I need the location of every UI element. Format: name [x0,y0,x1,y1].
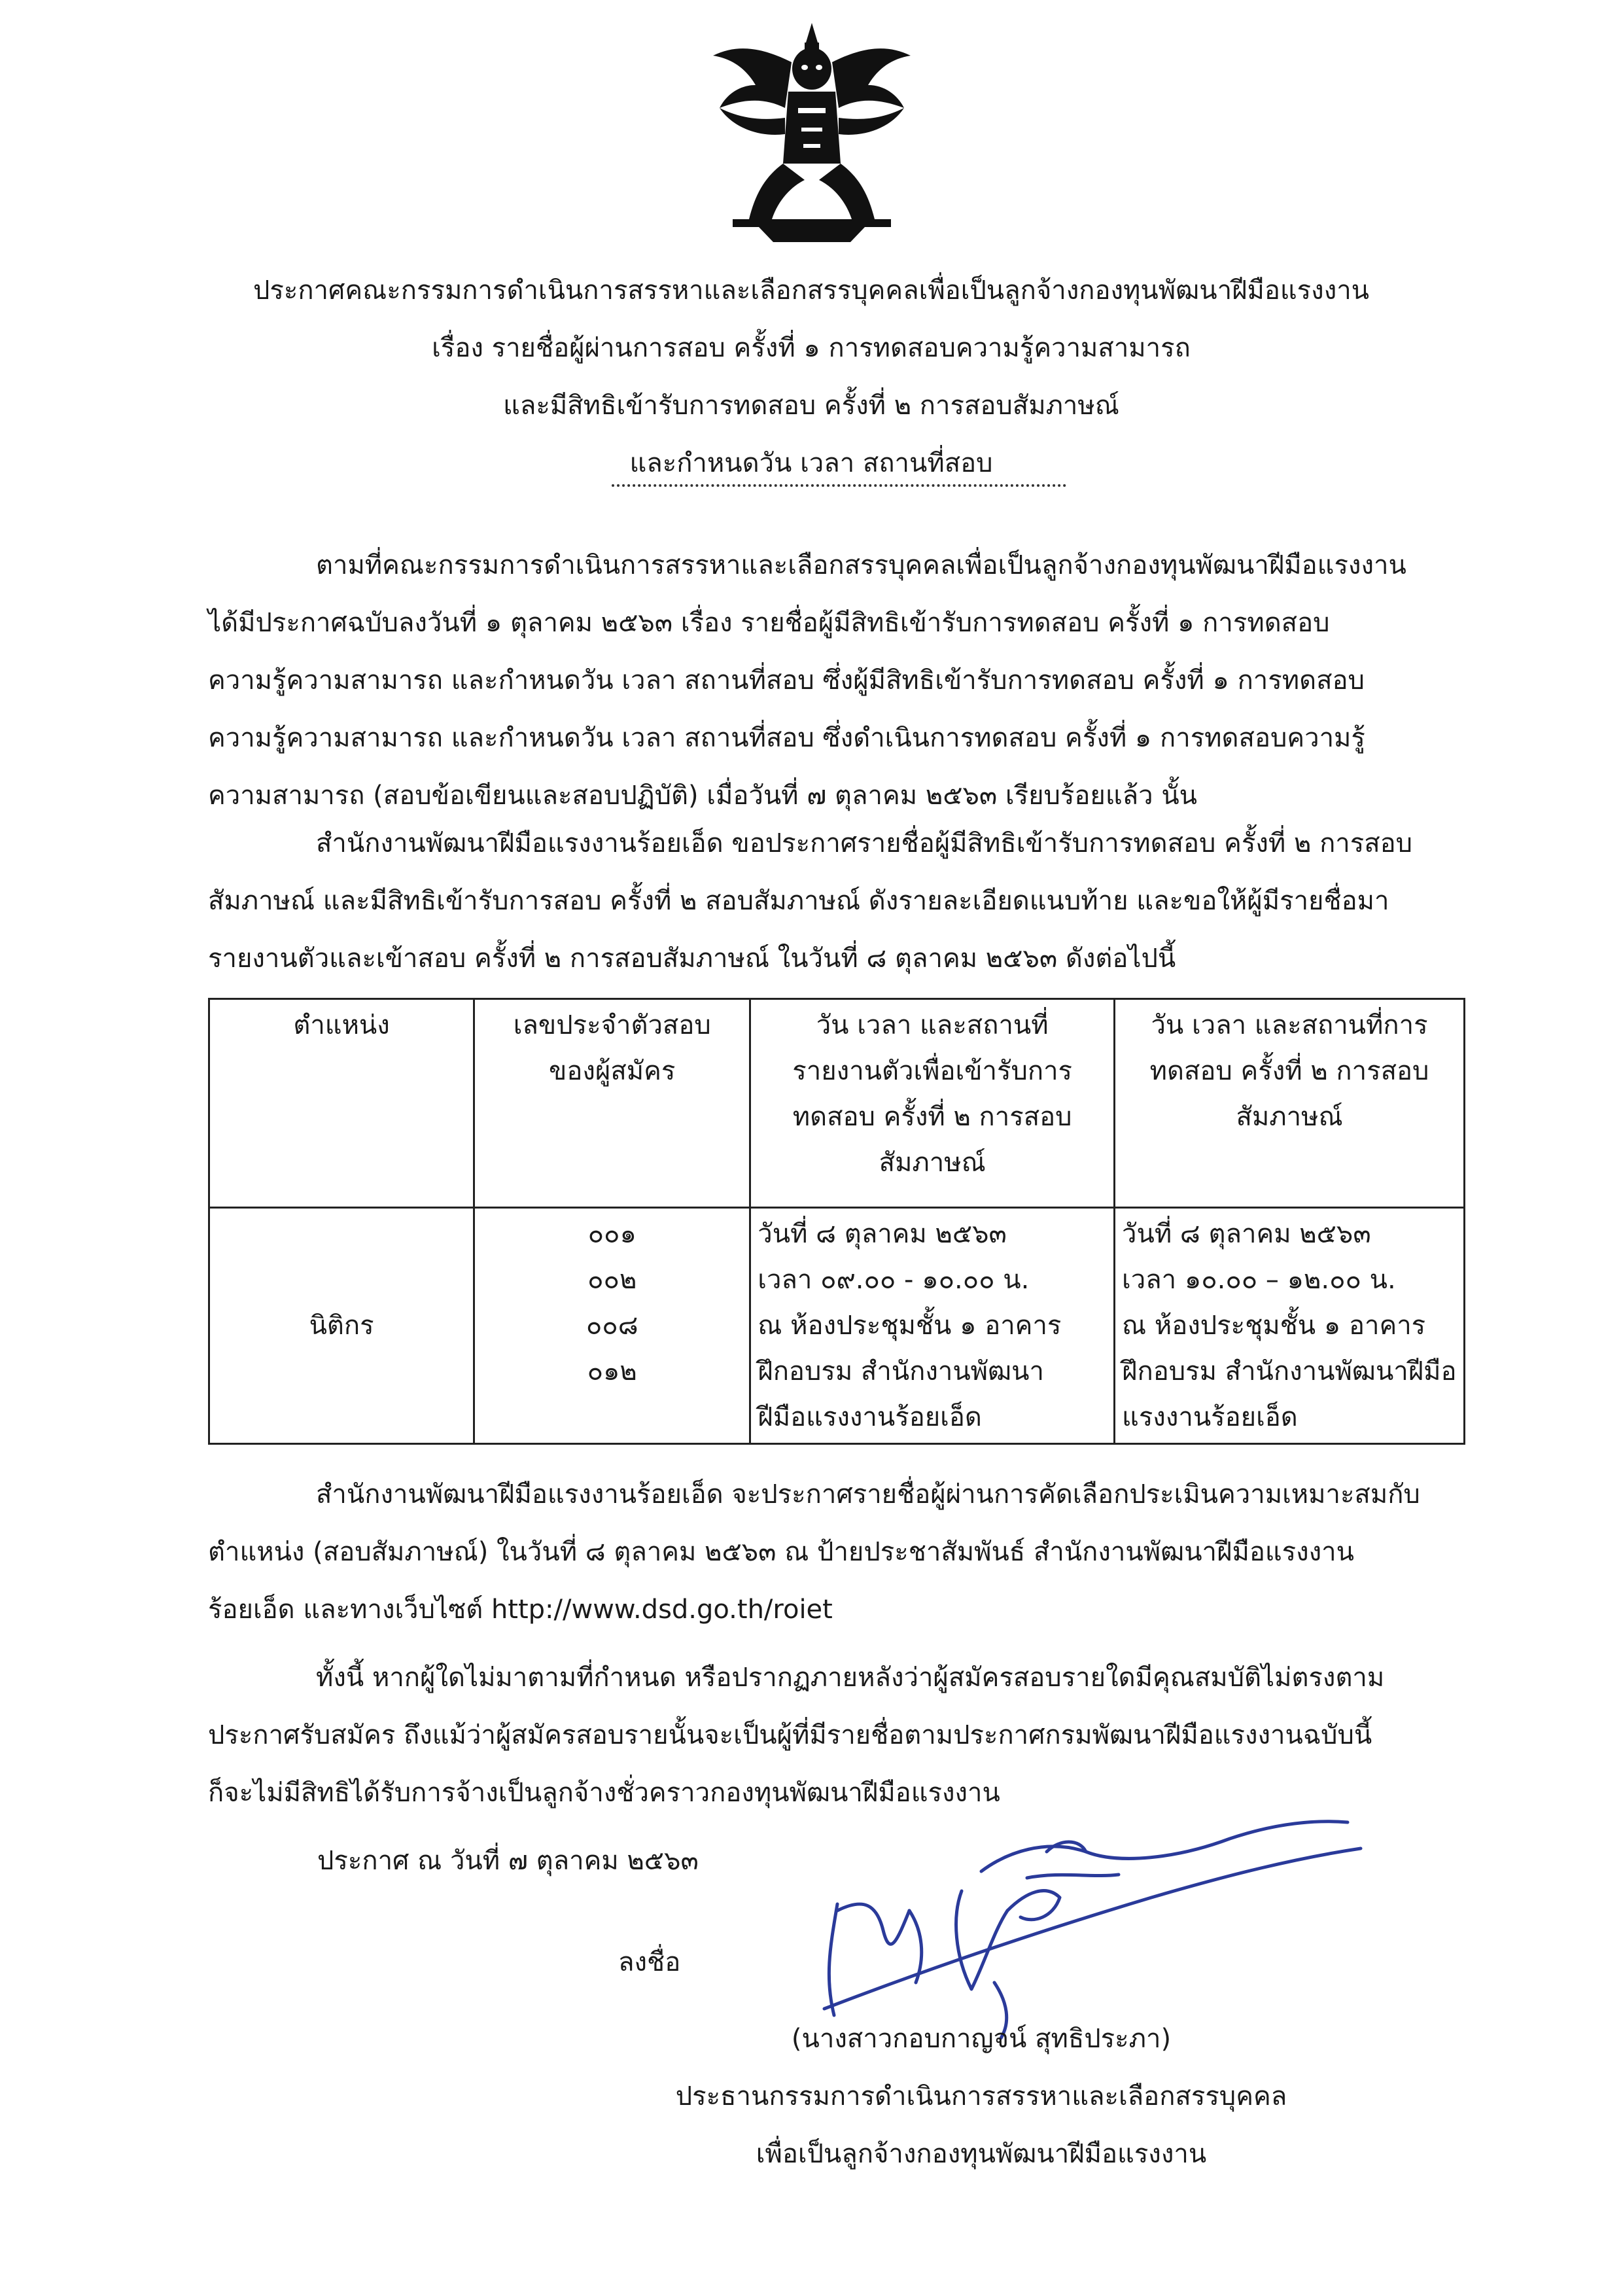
garuda-emblem-icon [693,23,930,242]
title-divider [612,484,1066,487]
applicant-ids-cell [474,1208,750,1444]
paragraph-line: ตามที่คณะกรรมการดำเนินการสรรหาและเลือกสรรบุคคลเพื่อเป็นลูกจ้างกองทุนพัฒนาฝีมือแรงงาน [316,550,1406,580]
paragraph-line: สำนักงานพัฒนาฝีมือแรงงานร้อยเอ็ด จะประกาศรายชื่อผู้ผ่านการคัดเลือกประเมินความเหมาะสมกับ [316,1479,1420,1510]
schedule-table [208,998,1465,1445]
paragraph-line: ทั้งนี้ หากผู้ใดไม่มาตามที่กำหนด หรือปรากฏภายหลังว่าผู้สมัครสอบรายใดมีคุณสมบัติไม่ตรงตาม [316,1663,1385,1693]
paragraph-line: ก็จะไม่มีสิทธิได้รับการจ้างเป็นลูกจ้างชั่วคราวกองทุนพัฒนาฝีมือแรงงาน [208,1778,1000,1808]
paragraph-conditions [208,1649,1465,1822]
interview-schedule-cell: วันที่ ๘ ตุลาคม ๒๕๖๓ เวลา ๑๐.๐๐ – ๑๒.๐๐ น. ณ ห้องประชุมชั้น ๑ อาคาร ฝึกอบรม สำนักงานพัฒนาฝีมือ แรงงานร้อยเอ็ด [1115,1208,1465,1444]
applicant-id: ๐๐๘ [585,1311,638,1341]
position-cell: นิติกร [209,1208,474,1444]
header-applicant-id: เลขประจำตัวสอบ ของผู้สมัคร [474,999,750,1208]
announce-date: ประกาศ ณ วันที่ ๗ ตุลาคม ๒๕๖๓ [317,1846,699,1876]
signature-label: ลงชื่อ [618,1947,681,1977]
report-schedule-cell: วันที่ ๘ ตุลาคม ๒๕๖๓ เวลา ๐๙.๐๐ - ๑๐.๐๐ น. ณ ห้องประชุมชั้น ๑ อาคาร ฝึกอบรม สำนักงานพัฒนา ฝีมือแรงงานร้อยเอ็ด [750,1208,1115,1444]
paragraph-line: ตำแหน่ง (สอบสัมภาษณ์) ในวันที่ ๘ ตุลาคม ๒๕๖๓ ณ ป้ายประชาสัมพันธ์ สำนักงานพัฒนาฝีมือแรงงาน [208,1537,1354,1567]
header-position: ตำแหน่ง [209,999,474,1208]
paragraph-line: ประกาศรับสมัคร ถึงแม้ว่าผู้สมัครสอบรายนั้นจะเป็นผู้ที่มีรายชื่อตามประกาศกรมพัฒนาฝีมือแรงงานฉบับนี้ [208,1720,1372,1750]
paragraph-line: รายงานตัวและเข้าสอบ ครั้งที่ ๒ การสอบสัมภาษณ์ ในวันที่ ๘ ตุลาคม ๒๕๖๓ ดังต่อไปนี้ [208,944,1176,974]
applicant-id: ๐๑๒ [587,1356,637,1386]
signer-title: เพื่อเป็นลูกจ้างกองทุนพัฒนาฝีมือแรงงาน [756,2139,1207,2169]
paragraph-announcement [208,815,1465,987]
signer-title: ประธานกรรมการดำเนินการสรรหาและเลือกสรรบุคคล [675,2081,1287,2111]
title-line-1: ประกาศคณะกรรมการดำเนินการสรรหาและเลือกสรรบุคคลเพื่อเป็นลูกจ้างกองทุนพัฒนาฝีมือแรงงาน [253,275,1370,306]
paragraph-line: สัมภาษณ์ และมีสิทธิเข้ารับการสอบ ครั้งที่ ๒ สอบสัมภาษณ์ ดังรายละเอียดแนบท้าย และขอให้ผู้มีรายชื่อมา [208,886,1389,916]
applicant-id: ๐๐๒ [587,1265,637,1295]
paragraph-results [208,1466,1465,1638]
title-line-2: เรื่อง รายชื่อผู้ผ่านการสอบ ครั้งที่ ๑ การทดสอบความรู้ความสามารถ [432,333,1191,363]
paragraph-intro [208,537,1465,824]
header-interview-schedule: วัน เวลา และสถานที่การ ทดสอบ ครั้งที่ ๒ การสอบ สัมภาษณ์ [1115,999,1465,1208]
applicant-id: ๐๐๑ [587,1219,637,1249]
signer-name: (นางสาวกอบกาญจน์ สุทธิประภา) [791,2024,1172,2054]
paragraph-line: ได้มีประกาศฉบับลงวันที่ ๑ ตุลาคม ๒๕๖๓ เรื่อง รายชื่อผู้มีสิทธิเข้ารับการทดสอบ ครั้งที่ ๑ การทดสอบ [208,608,1330,638]
paragraph-line: ความรู้ความสามารถ และกำหนดวัน เวลา สถานที่สอบ ซึ่งผู้มีสิทธิเข้ารับการทดสอบ ครั้งที่ ๑ การทดสอบ [208,665,1365,696]
paragraph-line: ความสามารถ (สอบข้อเขียนและสอบปฏิบัติ) เมื่อวันที่ ๗ ตุลาคม ๒๕๖๓ เรียบร้อยแล้ว นั้น [208,781,1198,811]
announcement-title [157,262,1465,492]
title-line-3: และมีสิทธิเข้ารับการทดสอบ ครั้งที่ ๒ การสอบสัมภาษณ์ [503,391,1119,421]
header-report-schedule: วัน เวลา และสถานที่ รายงานตัวเพื่อเข้ารับการ ทดสอบ ครั้งที่ ๒ การสอบ สัมภาษณ์ [750,999,1115,1208]
table-header-row [209,999,1465,1208]
table-row [209,1208,1465,1444]
paragraph-line: ความรู้ความสามารถ และกำหนดวัน เวลา สถานที่สอบ ซึ่งดำเนินการทดสอบ ครั้งที่ ๑ การทดสอบความรู้ [208,723,1365,753]
paragraph-line: ร้อยเอ็ด และทางเว็บไซต์ http://www.dsd.go.th/roiet [208,1595,833,1625]
title-line-4: และกำหนดวัน เวลา สถานที่สอบ [629,448,993,478]
paragraph-line: สำนักงานพัฒนาฝีมือแรงงานร้อยเอ็ด ขอประกาศรายชื่อผู้มีสิทธิเข้ารับการทดสอบ ครั้งที่ ๒ การสอบ [316,828,1413,858]
